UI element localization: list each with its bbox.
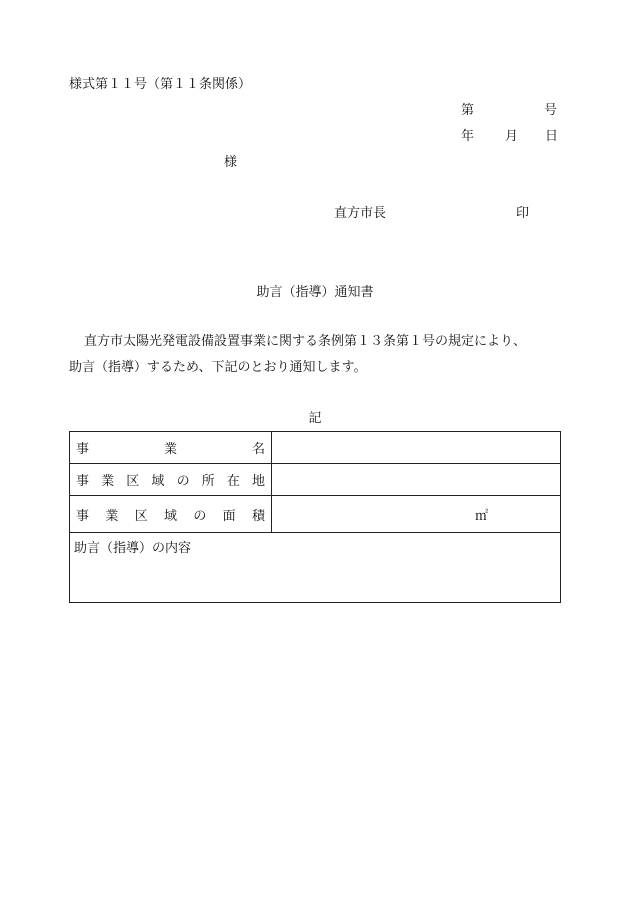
area-label (70, 496, 272, 533)
document-number-suffix: 号 (544, 103, 558, 118)
date-day: 日 (545, 129, 559, 144)
label-char: 区 (134, 508, 148, 524)
label-char: 面 (222, 508, 236, 524)
table-row-business-name (70, 432, 561, 464)
label-char: 区 (126, 474, 140, 489)
date-year: 年 (461, 129, 475, 144)
advice-content-cell[interactable] (70, 533, 561, 603)
issuer-mayor: 直方市長 (334, 206, 387, 221)
label-char: 業 (105, 508, 119, 524)
label-char: 業 (163, 442, 177, 457)
addressee-suffix: 様 (224, 155, 238, 170)
label-char: 所 (201, 474, 215, 489)
label-char: 在 (226, 474, 240, 489)
date-month: 月 (505, 129, 519, 144)
business-name-label (70, 432, 272, 464)
label-char: 業 (101, 474, 115, 489)
label-char: 積 (251, 508, 265, 524)
label-char: の (176, 474, 190, 489)
seal-mark: 印 (516, 206, 530, 221)
area-value[interactable] (272, 496, 561, 533)
label-char: の (193, 508, 207, 524)
business-name-value[interactable] (272, 432, 561, 464)
area-unit: ㎡ (474, 508, 488, 524)
form-number: 様式第１１号（第１１条関係） (69, 77, 252, 92)
table-row-area (70, 496, 561, 533)
location-value[interactable] (272, 464, 561, 496)
document-title: 助言（指導）通知書 (256, 285, 374, 300)
label-char: 事 (76, 442, 90, 457)
label-char: 域 (151, 474, 165, 489)
ki-heading: 記 (308, 411, 322, 426)
document-number-prefix: 第 (461, 103, 475, 118)
label-char: 地 (251, 474, 265, 489)
location-label (70, 464, 272, 496)
label-char: 域 (163, 508, 177, 524)
details-table (69, 431, 561, 603)
advice-content-label: 助言（指導）の内容 (74, 541, 192, 556)
label-char: 名 (251, 442, 265, 457)
body-text-line-1: 直方市太陽光発電設備設置事業に関する条例第１３条第１号の規定により、 (84, 334, 527, 349)
body-text-line-2: 助言（指導）するため、下記のとおり通知します。 (69, 360, 367, 375)
table-row-advice-content (70, 533, 561, 603)
table-row-location (70, 464, 561, 496)
label-char: 事 (76, 474, 90, 489)
label-char: 事 (76, 508, 90, 524)
